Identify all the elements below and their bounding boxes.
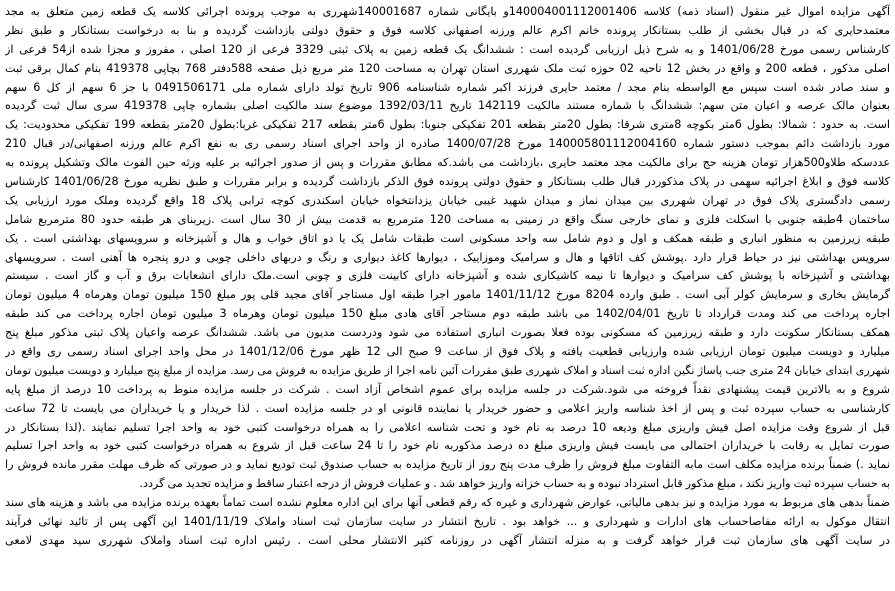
notice-line: آگهی مزایده اموال غیر منقول (اسناد ذمه) کلاسه 140004001112001406و بایگانی شماره 140001687شهرری به موجب پرونده اجرائی کلاسه یک قطعه زمین متعلق به مجد xyxy=(5,5,890,18)
notice-line: اجاره پرداخت می کند ومدت قرارداد تا تاریخ 1402/04/01 می باشد طبقه دوم مستاجر آقای هادی مبلغ 150 میلیون تومان وهرماه 3 میلیون تومان اجاره پرداخت می کند طبقه xyxy=(5,307,890,321)
notice-line: همکف بستانکار سکونت دارد و طبقه زیرزمین که مسکونی بوده فعلا بصورت انباری استفاده می شود ودردست مدیون می باشد. ششدانگ عرصه واعیان پلاک ثبتی مذکور مبلغ پنج xyxy=(5,326,890,340)
notice-line: مورد بازداشت دائم بموجب دستور شماره 140005801112004160 مورخ 1400/07/28 صادره از واحد اجرای اسناد رسمی ری به نفع اکرم عالم ورزنه اصفهانی/در قبال 210 xyxy=(5,137,890,151)
notice-line: بهداشتی و آشپزخانه با پوشش کف سرامیک و دیوارها تا نیمه کاشیکاری شده و آشپزخانه دارای کابینت فلزی و چوبی است.ملک دارای انشعابات برق و آب و گاز است . سیستم xyxy=(5,269,890,283)
notice-line: به حساب سپرده ثبت واریز نکند ، مبلغ مذکور قابل استرداد نبوده و به حساب خزانه واریز خواهد شد . و عملیات فروش از درجه اعتبار ساقط و مزایده تجدید می گردد. xyxy=(139,477,890,491)
notice-line: کارشناسی به حساب سپرده ثبت و پس از اخذ شناسه واریز اعلامی و حضور خریدار یا نماینده قانونی او در جلسه مزایده است . لذا خریدار و یا خریداران می بایست تا 72 ساعت xyxy=(5,401,890,415)
notice-line: میلیارد و دویست میلیون تومان ارزیابی شده وارزیابی قطعیت یافته و پلاک فوق از ساعت 9 صبح الی 12 ظهر مورخ 1401/12/06 در محل واحد اجرای اسناد رسمی ری واقع در xyxy=(5,345,890,359)
notice-line: انتقال موکول به ارائه مفاصاحساب های ادارات و شهرداری و ... خواهد بود . تاریخ انتشار در سایت سازمان ثبت اسناد واملاک 1401/11/19 این آگهی پس از تائید نهائی فرآیند xyxy=(5,515,890,529)
notice-line: قبل از شروع وقت مزایده اصل فیش واریزی مبلغ ودیعه 10 درصد به نام خود و تحت شناسه اعلامی را به همراه درخواست کتبی خود به واحد اجرا تسلیم نمایند .(لذا بستانکار در xyxy=(5,420,890,434)
notice-line: ساختمان 4طبقه جنوبی با اسکلت فلزی و نمای خارجی سنگ واقع در زمینی به مساحت 120 مترمربع به قدمت بیش از 30 سال است .زیربنای هر طبقه حدود 80 مترمربع شامل xyxy=(5,212,890,226)
notice-line: اصلی مذکور ، قطعه 200 و واقع در بخش 12 ناحیه 02 حوزه ثبت ملک شهرری استان تهران به مساحت 120 متر مربع ذیل صفحه 588دفتر 768 بچاپی 419378 بنام کمال برقی ثبت xyxy=(5,61,890,75)
notice-line: و سند صادر شده است سپس مع الواسطه بنام مجد / معتمد حایری فرزند اکبر شماره شناسنامه 906 تاریخ تولد دارای شماره ملی 0491506171 با جز 6 سهم از کل 6 سهم xyxy=(5,80,890,94)
notice-line: گرمایش بخاری و سرمایش کولر آبی است . طبق وارده 8204 مورخ 1401/11/12 مامور اجرا طبقه اول مستاجر آقای مجید قلی پور مبلغ 150 میلیون تومان وهرماه 4 میلیون تومان xyxy=(5,288,890,302)
notice-line: سرویس بهداشتی نیز در حیاط قرار دارد .پوشش کف اتاقها و هال و سرامیک وموزاییک ، دیوارها کاغذ دیواری و رنگ و دربهای داخلی چوبی و درو پنجره ها آهنی است . سرویسهای xyxy=(5,250,890,264)
notice-line: شهرری ابتدای خیابان 24 متری جنب پاساژ نگین اداره ثبت اسناد و املاک شهرری طبق مقررات آئین نامه اجرا از طریق مزایده به فروش می رسد. مزایده از مبلغ پنج میلیارد و دویست میلیون تومان xyxy=(5,363,890,377)
notice-line: بعنوان مالک عرصه و اعیان متن سهم: ششدانگ با شماره مستند مالکیت 142119 تاریخ 1392/03/11 موضوع سند مالکیت اصلی بشماره چاپی 419378 سری سال ثبت گردیده xyxy=(5,99,890,113)
notice-line: طبقه زیرزمین به منظور انباری و طبقه همکف و اول و دوم شامل سه واحد مسکونی است طبقات شامل یک یا دو اتاق خواب و هال و آشپزخانه و سرویسهای بهداشتی است . یک xyxy=(5,231,890,245)
notice-line: کلاسه فوق و ابلاغ اجرائیه سهمی در پلاک مذکوردر قبال طلب بستانکار و حقوق دولتی پرونده فوق الذکر بازداشت گردیده و برابر مقررات و طبق نظریه مورخ 1401/06/28 کارشناس xyxy=(5,175,890,189)
notice-line: نماید .) ضمناً برنده مزایده مکلف است مابه التفاوت مبلغ فروش را ظرف مدت پنج روز از تاریخ مزایده به حساب صندوق ثبت تودیع نماید و در صورتی که ظرف مهلت مقرر مانده فروش را xyxy=(5,458,890,472)
notice-line: صورت تمایل به رقابت با خریداران احتمالی می بایست فیش واریزی مبلغ ده درصد مذکوربه نام خود را تا 24 ساعت قبل از شروع به همراه درخواست کتبی خود به واحد اجرا تسلیم xyxy=(5,439,890,453)
notice-line: عددسکه طلاو500هزار تومان هزینه حج برای مالکیت مجد معتمد حایری ،بازداشت می باشد.که مطابق مقررات و پس از صدور اجرائیه بر علیه ورثه حین الفوت مالک وتشکیل پرونده به xyxy=(5,156,890,170)
notice-line: ضمناً بدهی های مربوط به مورد مزایده و نیز بدهی مالیاتی، عوارض شهرداری و غیره که رقم قطعی آنها برای این اداره معلوم نشده است تماماً بعهده برنده مزایده می باشد و هزینه های سند xyxy=(5,496,890,510)
notice-line: معتمدحایری که در قبال بخشی از طلب بستانکار پرونده خانم اکرم عالم ورزنه اصفهانی کلاسه فوق و حقوق دولتی بازداشت گردیده و بنا به درخواست بستانکار و طبق نظر xyxy=(5,23,890,37)
notice-line: است. به حدود : شمالا: بطول 6متر بکوچه 8متری شرقا: بطول 20متر بقطعه 201 تفکیکی جنوبا: بطول 6متر بقطعه 217 تفکیکی غربا:بطول 20متر بقطعه 199 تفکیکی محدودیت: یک xyxy=(5,118,890,132)
notice-line: کارشناس رسمی مورخ 1401/06/28 و به شرح ذیل ارزیابی گردیده است : ششدانگ یک قطعه زمین به پلاک ثبتی 3329 فرعی از 120 اصلی ، مفروز و مجزا شده از54 فرعی از xyxy=(5,42,890,56)
notice-line: شروع و به بالاترین قیمت پیشنهادی نقداً فروخته می شود.شرکت در جلسه مزایده برای عموم اشخاص آزاد است . شرکت در جلسه مزایده منوط به پرداخت 10 درصد از مبلغ پایه xyxy=(5,382,890,396)
notice-line: رسمی دادگستری پلاک فوق در تهران شهرری بین میدان نماز و میدان شهید غیبی خیابان یزدانتخواه خیابان اسکندری کوچه ترابی پلاک 18 واقع گردیده وملک مورد ارزیابی یک xyxy=(5,193,890,207)
notice-line: در سایت آگهی های سازمان ثبت قرار خواهد گرفت و به منزله انتشار آگهی در روزنامه کثیر الانتشار محلی است . رئیس اداره ثبت اسناد واملاک شهرری سید مهدی لامعی xyxy=(5,533,890,547)
